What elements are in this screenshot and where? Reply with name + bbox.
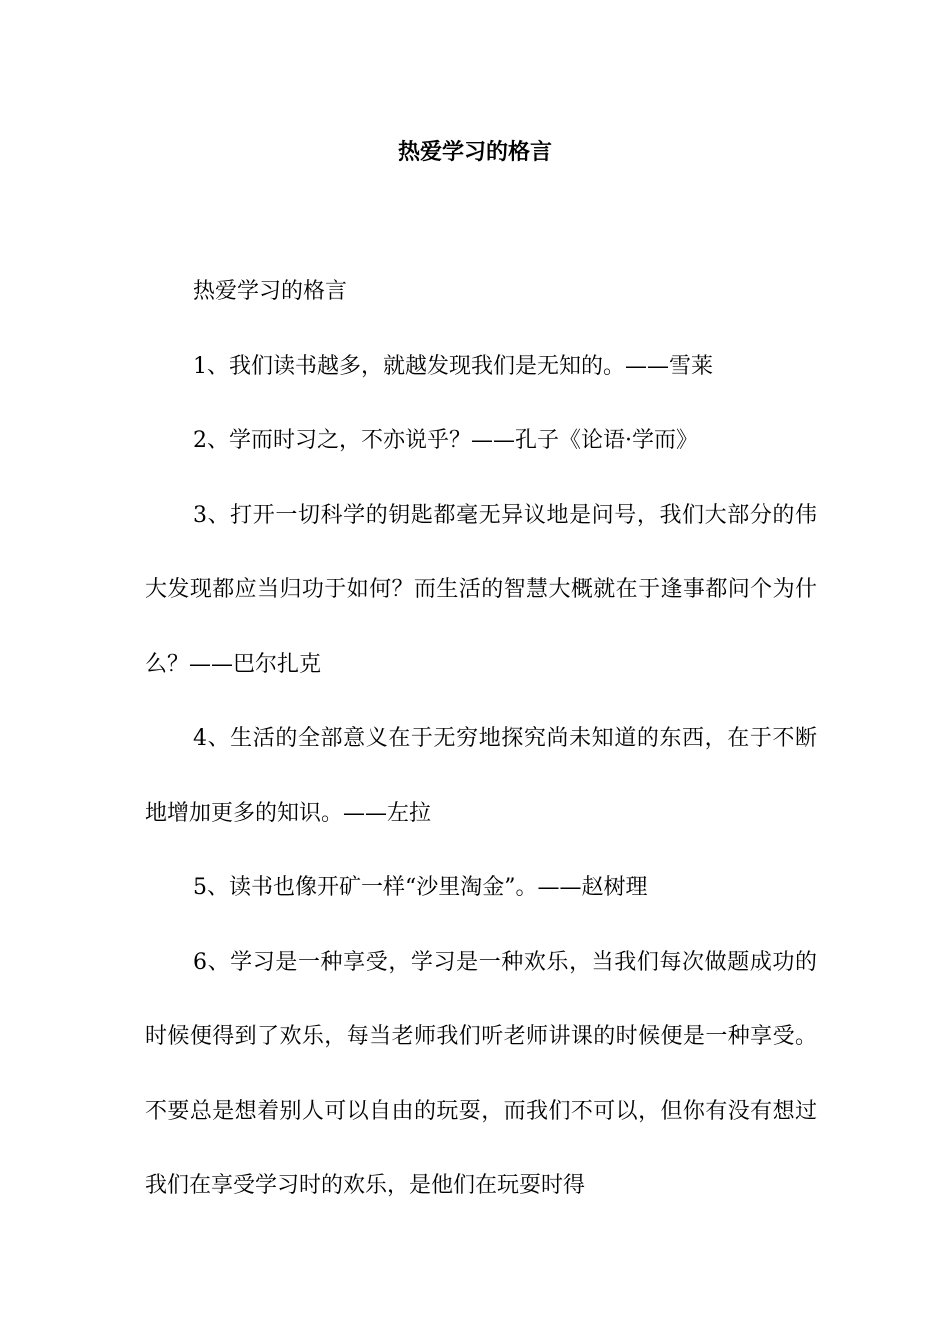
quote-paragraph-4: 4、生活的全部意义在于无穷地探究尚未知道的东西，在于不断地增加更多的知识。——左拉 — [145, 726, 817, 826]
quote-paragraph-5: 5、读书也像开矿一样“沙里淘金”。——赵树理 — [193, 875, 648, 900]
quote-paragraph-6: 6、学习是一种享受，学习是一种欢乐，当我们每次做题成功的时候便得到了欢乐，每当老师我们听老师讲课的时候便是一种享受。不要总是想着别人可以自由的玩耍，而我们不可以，但你有没有想过我们在享受学习时的欢乐，是他们在玩耍时得 — [145, 949, 817, 1198]
page-title: 热爱学习的格言 — [397, 139, 552, 165]
quote-paragraph-2: 2、学而时习之，不亦说乎？——孔子《论语·学而》 — [193, 428, 698, 453]
quote-paragraph-1: 1、我们读书越多，就越发现我们是无知的。——雪莱 — [193, 353, 713, 379]
quote-paragraph-3: 3、打开一切科学的钥匙都毫无异议地是问号，我们大部分的伟大发现都应当归功于如何？而生活的智慧大概就在于逢事都问个为什么？——巴尔扎克 — [145, 502, 817, 677]
body-paragraph-heading: 热爱学习的格言 — [193, 279, 348, 304]
document-body — [145, 255, 817, 1224]
